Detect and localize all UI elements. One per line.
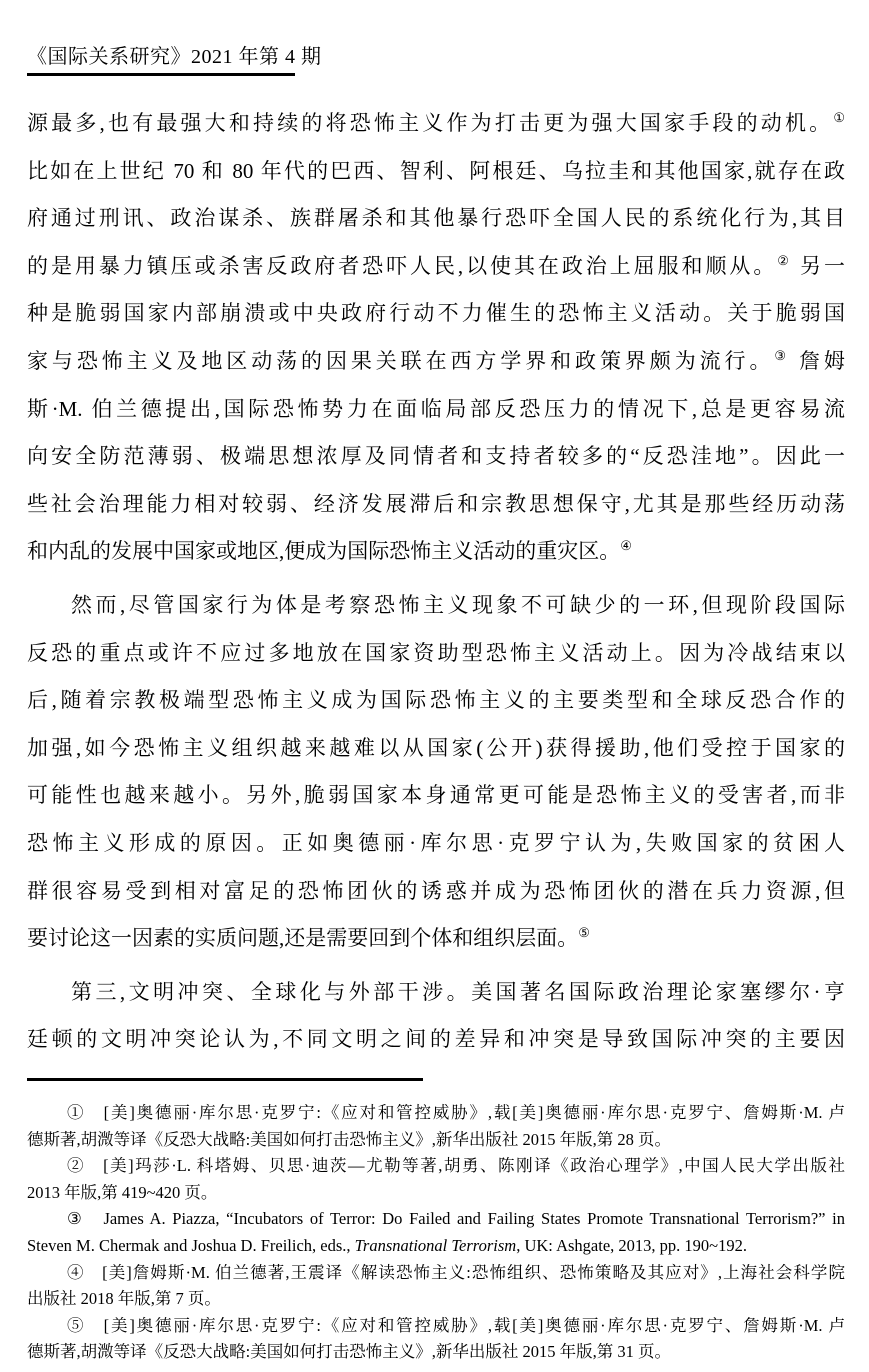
text-run: ⑤ [美]奥德丽·库尔思·克罗宁:《应对和管控威胁》,载[美]奥德丽·库尔思·克罗宁、詹姆斯·M. 卢 <box>67 1315 845 1335</box>
footnote-ref-marker: ③ <box>774 347 790 363</box>
text-run: ① [美]奥德丽·库尔思·克罗宁:《应对和管控威胁》,载[美]奥德丽·库尔思·克罗宁、詹姆斯·M. 卢 <box>67 1103 845 1122</box>
journal-issue-header: 《国际关系研究》2021 年第 4 期 <box>27 46 322 68</box>
paragraph <box>27 582 845 963</box>
text-run: 种是脆弱国家内部崩溃或中央政府行动不力催生的恐怖主义活动。关于脆弱国 <box>27 301 845 326</box>
text-run: 廷顿的文明冲突论认为,不同文明之间的差异和冲突是导致国际冲突的主要因 <box>27 1027 845 1052</box>
paragraph <box>27 1313 845 1366</box>
text-run: Steven M. Chermak and Joshua D. Freilich, eds., <box>27 1235 355 1255</box>
footnotes-section <box>27 1100 845 1366</box>
text-run: 2013 年版,第 419~420 页。 <box>27 1182 218 1202</box>
footnote-ref-marker: ⑤ <box>578 925 590 941</box>
body-text-line <box>27 290 845 338</box>
body-text-line <box>27 195 845 243</box>
footnote-line <box>27 1100 845 1127</box>
body-text-line <box>27 868 845 916</box>
text-run: ② [美]玛莎·L. 科塔姆、贝思·迪茨—尤勒等著,胡勇、陈刚译《政治心理学》,中国人民大学出版社 <box>67 1156 845 1176</box>
text-run: 要讨论这一因素的实质问题,还是需要回到个体和组织层面。 <box>27 926 579 951</box>
body-text-line <box>27 772 845 820</box>
body-text-line <box>27 386 845 434</box>
text-run: 比如在上世纪 70 和 80 年代的巴西、智利、阿根廷、乌拉圭和其他国家,就存在政 <box>27 158 845 183</box>
footnote-line <box>27 1286 845 1313</box>
text-run: 的是用暴力镇压或杀害反政府者恐吓人民,以使其在政治上屈服和顺从。 <box>27 253 778 278</box>
paragraph <box>27 100 845 576</box>
text-run: 然而,尽管国家行为体是考察恐怖主义现象不可缺少的一环,但现阶段国际 <box>71 592 845 617</box>
text-run: 向安全防范薄弱、极端思想浓厚及同情者和支持者较多的“反恐洼地”。因此一 <box>27 444 845 469</box>
body-text-line <box>27 582 845 630</box>
text-run: ④ [美]詹姆斯·M. 伯兰德著,王震译《解读恐怖主义:恐怖组织、恐怖策略及其应对》,上海社会科学院 <box>67 1262 845 1282</box>
text-run: 出版社 2018 年版,第 7 页。 <box>27 1289 221 1309</box>
text-run: ③ James A. Piazza, “Incubators of Terror: Do Failed and Failing States Promote Transnational Terrorism?” in <box>67 1209 845 1229</box>
footnote-ref-marker: ② <box>777 252 792 268</box>
body-text-line <box>27 630 845 678</box>
footnote-line <box>27 1180 845 1207</box>
paragraph <box>27 1153 845 1206</box>
footnote-separator-rule <box>27 1078 423 1081</box>
article-body <box>27 100 845 1064</box>
text-run: 詹姆 <box>789 348 846 373</box>
text-run: 反恐的重点或许不应过多地放在国家资助型恐怖主义活动上。因为冷战结束以 <box>27 640 845 665</box>
paragraph <box>27 1260 845 1313</box>
footnote-line <box>27 1313 845 1340</box>
text-run: 后,随着宗教极端型恐怖主义成为国际恐怖主义的主要类型和全球反恐合作的 <box>27 688 845 713</box>
footnote-line <box>27 1339 845 1366</box>
body-text-line <box>27 338 845 386</box>
paragraph <box>27 969 845 1064</box>
footnote-line <box>27 1153 845 1180</box>
text-run: 些社会治理能力相对较弱、经济发展滞后和宗教思想保守,尤其是那些经历动荡 <box>27 491 845 516</box>
italic-title: Transnational Terrorism <box>354 1235 517 1255</box>
body-text-line <box>27 528 845 576</box>
text-run: 和内乱的发展中国家或地区,便成为国际恐怖主义活动的重灾区。 <box>27 539 621 564</box>
text-run: 另一 <box>791 253 846 278</box>
footnote-line <box>27 1206 845 1233</box>
paragraph <box>27 1100 845 1153</box>
text-run: 可能性也越来越小。另外,脆弱国家本身通常更可能是恐怖主义的受害者,而非 <box>27 783 845 808</box>
body-text-line <box>27 1016 845 1064</box>
text-run: 府通过刑讯、政治谋杀、族群屠杀和其他暴行恐吓全国人民的系统化行为,其目 <box>27 206 845 231</box>
text-run: 加强,如今恐怖主义组织越来越难以从国家(公开)获得援助,他们受控于国家的 <box>27 735 845 760</box>
body-text-line <box>27 148 845 196</box>
body-text-line <box>27 969 845 1017</box>
text-run: 德斯著,胡溦等译《反恐大战略:美国如何打击恐怖主义》,新华出版社 2015 年版,第 31 页。 <box>27 1342 671 1362</box>
header-underline-rule <box>27 73 295 76</box>
footnote-line <box>27 1127 845 1154</box>
body-text-line <box>27 433 845 481</box>
body-text-line <box>27 481 845 529</box>
text-run: 第三,文明冲突、全球化与外部干涉。美国著名国际政治理论家塞缪尔·亨 <box>71 979 845 1004</box>
body-text-line <box>27 820 845 868</box>
body-text-line <box>27 725 845 773</box>
body-text-line <box>27 677 845 725</box>
footnote-ref-marker: ① <box>833 110 845 125</box>
text-run: 斯·M. 伯兰德提出,国际恐怖势力在面临局部反恐压力的情况下,总是更容易流 <box>27 396 845 421</box>
text-run: 群很容易受到相对富足的恐怖团伙的诱惑并成为恐怖团伙的潜在兵力资源,但 <box>27 878 845 903</box>
text-run: 家与恐怖主义及地区动荡的因果关联在西方学界和政策界颇为流行。 <box>27 348 775 373</box>
footnote-line <box>27 1260 845 1287</box>
text-run: 源最多,也有最强大和持续的将恐怖主义作为打击更为强大国家手段的动机。 <box>27 111 834 135</box>
text-run: 德斯著,胡溦等译《反恐大战略:美国如何打击恐怖主义》,新华出版社 2015 年版,第 28 页。 <box>27 1129 671 1149</box>
footnote-ref-marker: ④ <box>620 538 632 554</box>
body-text-line <box>27 100 845 148</box>
text-run: , UK: Ashgate, 2013, pp. 190~192. <box>516 1235 747 1255</box>
footnote-line <box>27 1233 845 1260</box>
text-run: 恐怖主义形成的原因。正如奥德丽·库尔思·克罗宁认为,失败国家的贫困人 <box>27 830 845 855</box>
body-text-line <box>27 243 845 291</box>
body-text-line <box>27 915 845 963</box>
paragraph <box>27 1206 845 1259</box>
